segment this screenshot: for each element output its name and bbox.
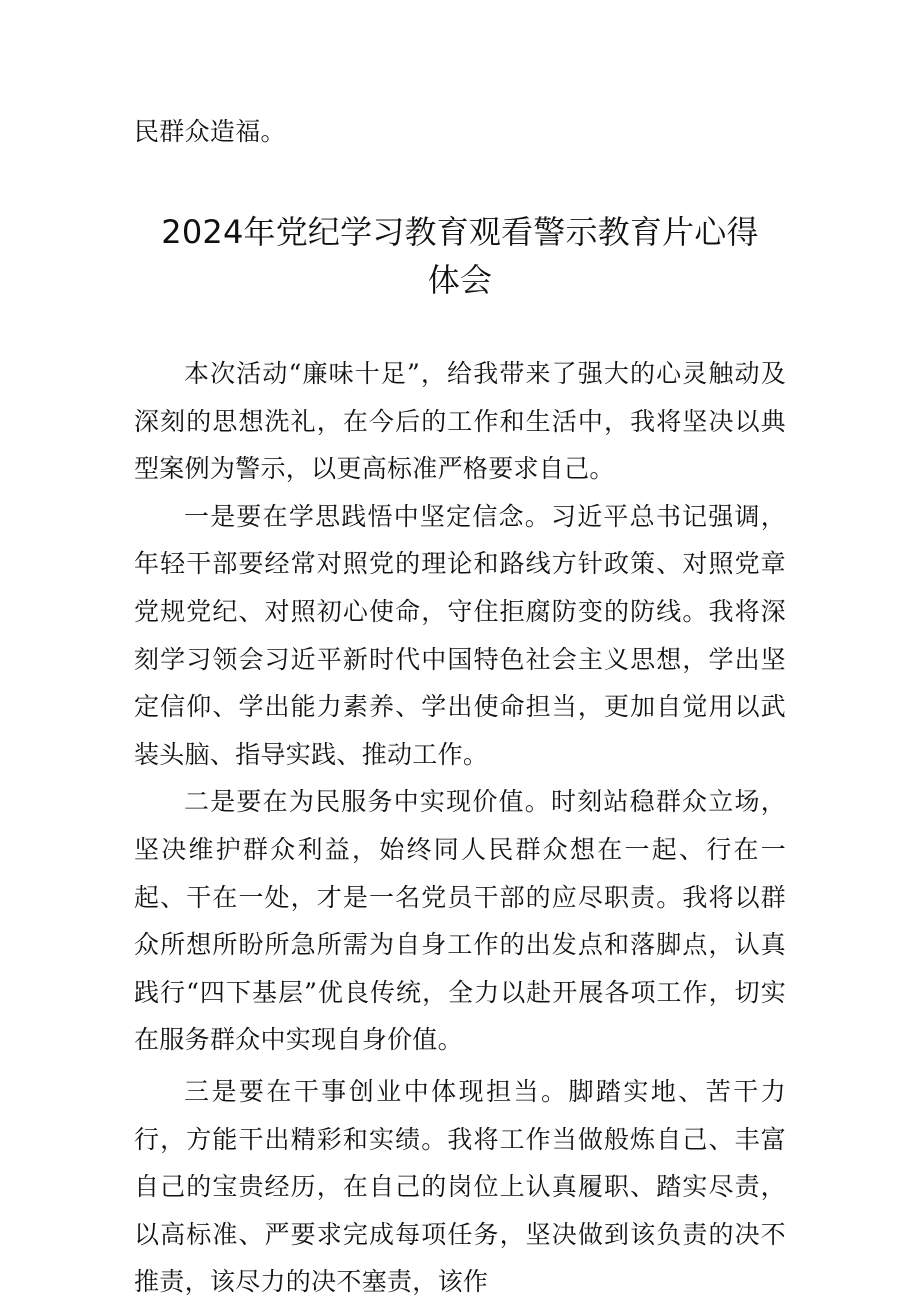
paragraph-point-two: 二是要在为民服务中实现价值。时刻站稳群众立场，坚决维护群众利益，始终同人民群众想在一起、行在一起、干在一处，才是一名党员干部的应尽职责。我将以群众所想所盼所急所需为自身工作的出发点和落脚点，认真践行“四下基层”优良传统，全力以赴开展各项工作，切实在服务群众中实现自身价值。 (134, 787, 786, 1055)
paragraph-intro: 本次活动“廉味十足”，给我带来了强大的心灵触动及深刻的思想洗礼，在今后的工作和生活中，我将坚决以典型案例为警示，以更高标准严格要求自己。 (134, 359, 786, 484)
paragraph-point-three: 三是要在干事创业中体现担当。脚踏实地、苦干力行，方能干出精彩和实绩。我将工作当做般炼自己、丰富自己的宝贵经历，在自己的岗位上认真履职、踏实尽责，以高标准、严要求完成每项任务，坚决做到该负责的决不推责，该尽力的决不塞责，该作 (134, 1076, 786, 1297)
title-line-2: 体会 (427, 261, 493, 299)
carryover-paragraph: 民群众造福。 (134, 117, 286, 146)
document-title (134, 208, 786, 304)
document-body (134, 350, 786, 1306)
paragraph-point-one: 一是要在学思践悟中坚定信念。习近平总书记强调，年轻干部要经常对照党的理论和路线方针政策、对照党章党规党纪、对照初心使命，守住拒腐防变的防线。我将深刻学习领会习近平新时代中国特色社会主义思想，学出坚定信仰、学出能力素养、学出使命担当，更加自觉用以武装头脑、指导实践、推动工作。 (134, 501, 786, 769)
title-line-1: 2024年党纪学习教育观看警示教育片心得 (161, 213, 759, 251)
